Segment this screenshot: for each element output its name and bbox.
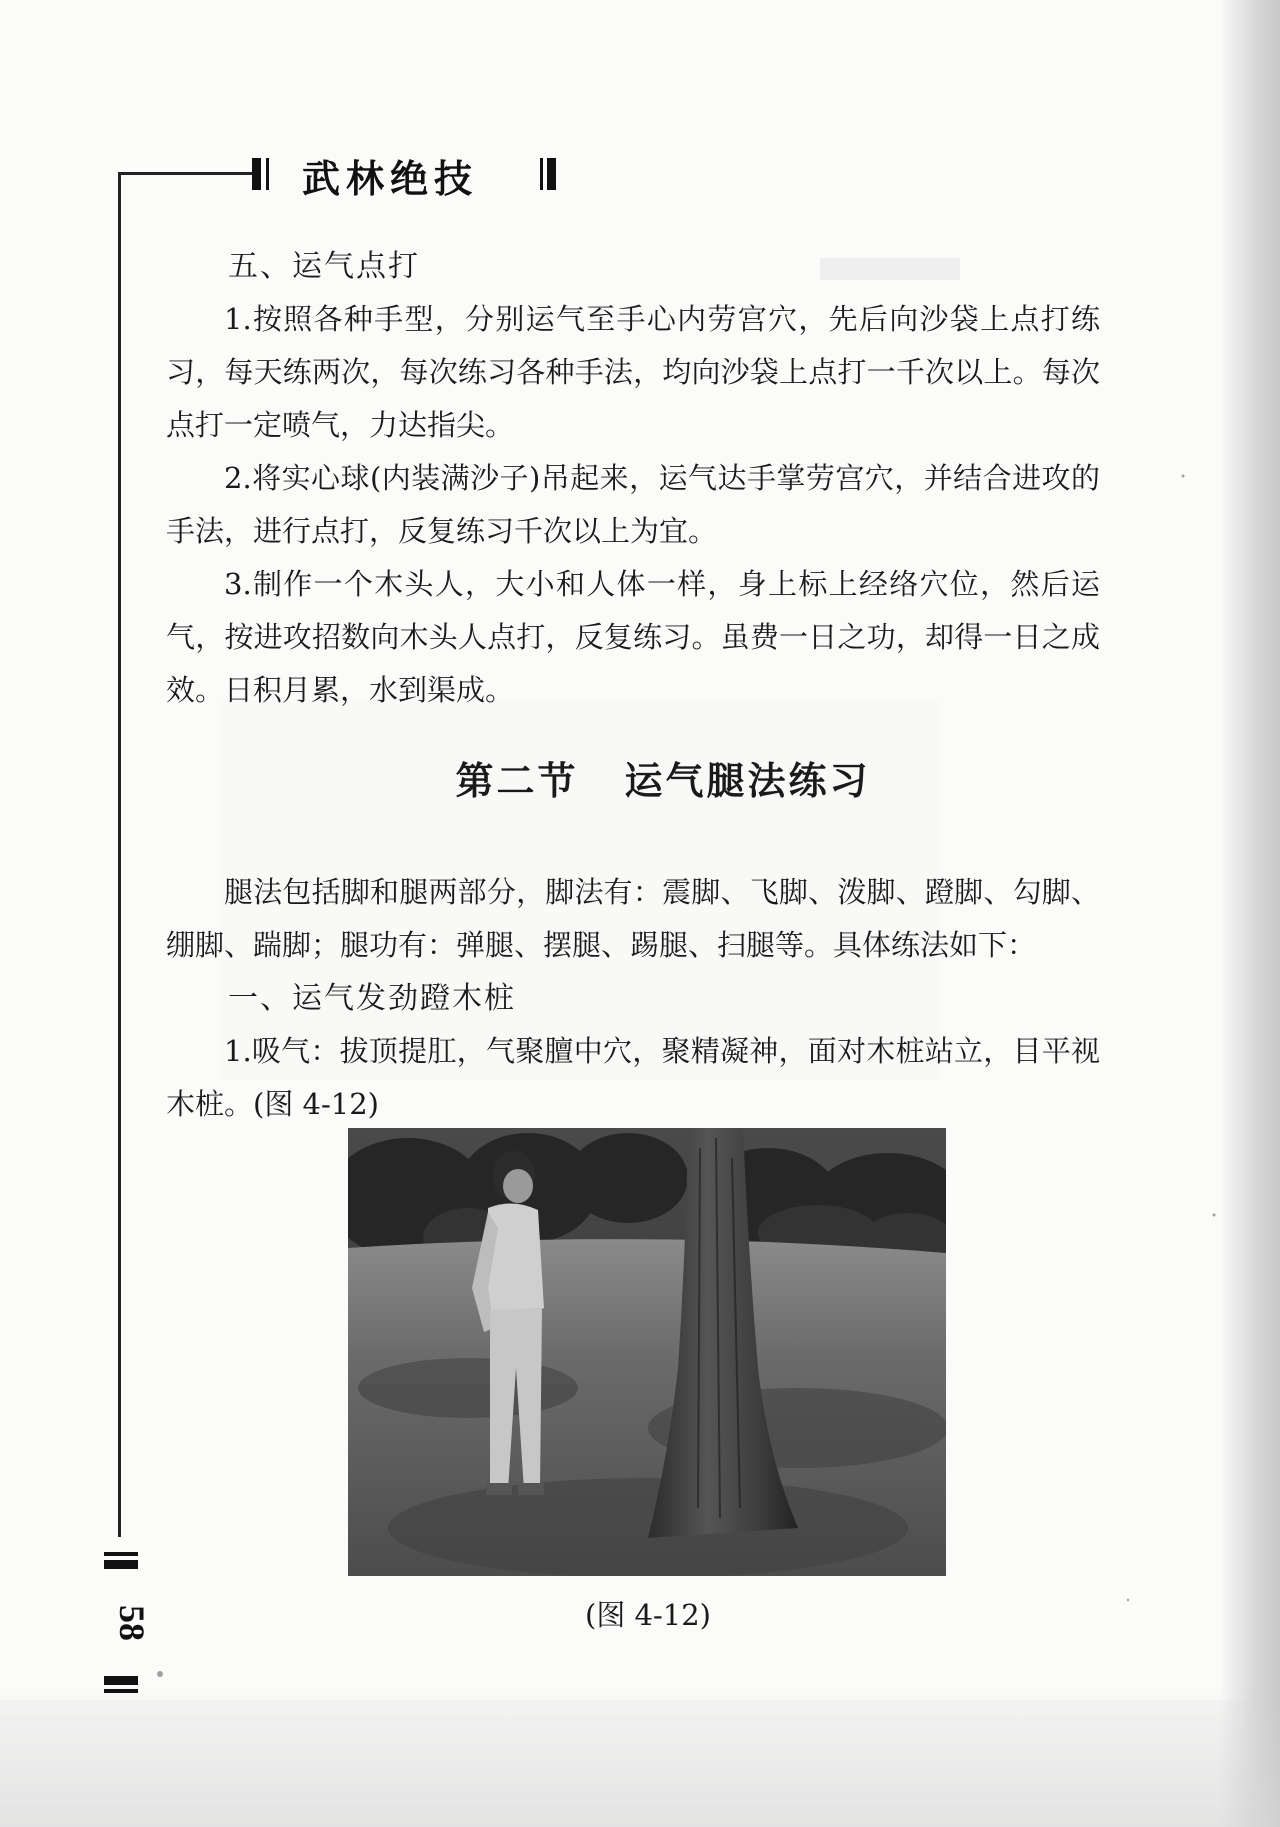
- section-name: 运气腿法练习: [624, 759, 871, 803]
- paragraph-2: 2.将实心球(内装满沙子)吊起来，运气达手掌劳宫穴，并结合进攻的手法，进行点打，反复练习千次以上为宜。: [166, 461, 1100, 548]
- header-bar-right-thin: [540, 158, 543, 190]
- paragraph-3: 3.制作一个木头人，大小和人体一样，身上标上经络穴位，然后运气，按进攻招数向木头人点打，反复练习。虽费一日之功，却得一日之成效。日积月累，水到渠成。: [166, 567, 1100, 707]
- page-number-bar-bottom: [104, 1676, 138, 1685]
- subheading-5: 五、运气点打: [228, 249, 420, 284]
- header-rule: [118, 172, 253, 175]
- figure-photo: [348, 1128, 946, 1576]
- page-number: 58: [112, 1605, 152, 1641]
- header-bar-left-thin: [266, 158, 269, 190]
- running-title: 武林绝技: [302, 157, 479, 201]
- photo-illustration: [348, 1128, 946, 1576]
- margin-rule: [118, 172, 121, 1537]
- paragraph-1: 1.按照各种手型，分别运气至手心内劳宫穴，先后向沙袋上点打练习，每天练两次，每次练习各种手法，均向沙袋上点打一千次以上。每次点打一定喷气，力达指尖。: [166, 302, 1100, 442]
- page-number-bar-bottom2: [104, 1689, 138, 1693]
- page-edge-shadow: [1220, 0, 1280, 1827]
- subheading-1: 一、运气发劲蹬木桩: [228, 981, 516, 1016]
- page-number-bar-top: [104, 1552, 138, 1556]
- page-bottom-shadow: [0, 1687, 1280, 1827]
- header-bar-right-thick: [547, 158, 556, 190]
- page-number-bar-top2: [104, 1560, 138, 1569]
- paragraph-5: 1.吸气：拔顶提肛，气聚膻中穴，聚精凝神，面对木桩站立，目平视木桩。(图 4-12): [166, 1034, 1100, 1121]
- paragraph-4: 腿法包括脚和腿两部分，脚法有：震脚、飞脚、泼脚、蹬脚、勾脚、绷脚、踹脚；腿功有：弹腿、摆腿、踢腿、扫腿等。具体练法如下：: [166, 875, 1100, 962]
- section-title: [166, 755, 1100, 808]
- body-text: [166, 240, 1100, 1131]
- section-number: 第二节: [455, 759, 579, 803]
- header-bar-left-thick: [252, 158, 261, 190]
- figure-caption: (图 4-12): [585, 1598, 711, 1632]
